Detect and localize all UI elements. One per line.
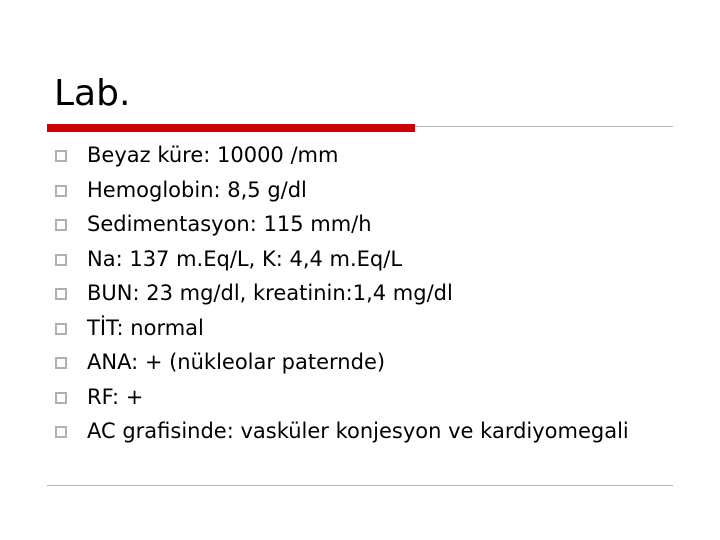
list-item	[55, 348, 675, 377]
hollow-square-bullet-icon	[55, 323, 67, 335]
hollow-square-bullet-icon	[55, 288, 67, 300]
list-item	[55, 417, 675, 446]
list-item-text: ANA: + (nükleolar paternde)	[87, 350, 386, 374]
hollow-square-bullet-icon	[55, 426, 67, 438]
list-item	[55, 245, 675, 274]
list-item-text: Sedimentasyon: 115 mm/h	[87, 212, 372, 236]
slide-title: Lab.	[54, 73, 131, 114]
title-underline	[47, 123, 673, 131]
hollow-square-bullet-icon	[55, 357, 67, 369]
hollow-square-bullet-icon	[55, 185, 67, 197]
hollow-square-bullet-icon	[55, 150, 67, 162]
list-item	[55, 279, 675, 308]
hollow-square-bullet-icon	[55, 392, 67, 404]
title-underline-accent	[47, 124, 415, 132]
hollow-square-bullet-icon	[55, 254, 67, 266]
list-item	[55, 314, 675, 343]
list-item	[55, 210, 675, 239]
list-item-text: RF: +	[87, 384, 144, 409]
list-item-text: Beyaz küre: 10000 /mm	[87, 143, 339, 167]
list-item-text: Hemoglobin: 8,5 g/dl	[87, 177, 307, 202]
hollow-square-bullet-icon	[55, 219, 67, 231]
title-underline-line	[415, 126, 673, 127]
footer-divider	[47, 485, 673, 486]
bullet-list	[55, 141, 675, 446]
list-item-text: Na: 137 m.Eq/L, K: 4,4 m.Eq/L	[87, 246, 403, 271]
list-item-text: AC grafisinde: vasküler konjesyon ve kardiyomegali	[87, 419, 629, 443]
list-item	[55, 383, 675, 412]
list-item-text: TİT: normal	[87, 315, 204, 340]
list-item-text: BUN: 23 mg/dl, kreatinin:1,4 mg/dl	[87, 281, 453, 305]
list-item	[55, 141, 675, 170]
list-item	[55, 176, 675, 205]
